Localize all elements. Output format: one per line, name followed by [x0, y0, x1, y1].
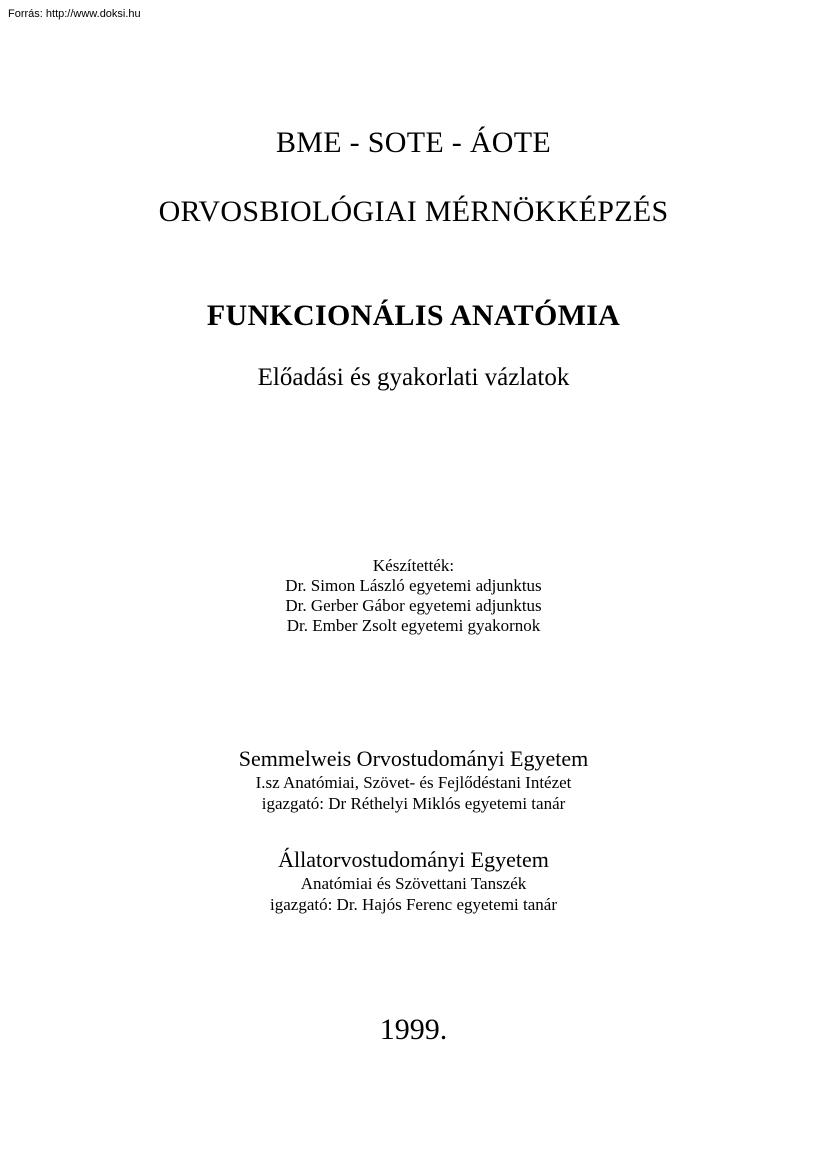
- author-line: Dr. Simon László egyetemi adjunktus: [285, 576, 542, 595]
- institution-name: Semmelweis Orvostudományi Egyetem: [238, 746, 589, 771]
- institution-department: I.sz Anatómiai, Szövet- és Fejlődéstani Intézet: [255, 773, 572, 792]
- authors-heading: Készítették:: [372, 556, 455, 575]
- institution-semmelweis: [0, 746, 827, 814]
- source-banner: [8, 7, 141, 21]
- publication-year: 1999.: [379, 1013, 448, 1046]
- institution-department: Anatómiai és Szövettani Tanszék: [300, 874, 527, 893]
- source-url-text: Forrás: http://www.doksi.hu: [8, 8, 141, 20]
- institution-director: igazgató: Dr. Hajós Ferenc egyetemi tanár: [270, 895, 557, 914]
- institution-name: Állatorvostudományi Egyetem: [278, 847, 549, 872]
- author-line: Dr. Gerber Gábor egyetemi adjunktus: [285, 596, 542, 615]
- institution-allatorvostudomanyi: [0, 847, 827, 915]
- subtitle: Előadási és gyakorlati vázlatok: [257, 364, 570, 391]
- authors-block: [0, 556, 827, 636]
- main-title: FUNKCIONÁLIS ANATÓMIA: [206, 299, 621, 332]
- institution-director: igazgató: Dr Réthelyi Miklós egyetemi tanár: [261, 794, 566, 813]
- author-line: Dr. Ember Zsolt egyetemi gyakornok: [286, 616, 541, 635]
- universities-line: BME - SOTE - ÁOTE: [275, 126, 552, 159]
- program-line: ORVOSBIOLÓGIAI MÉRNÖKKÉPZÉS: [158, 195, 669, 228]
